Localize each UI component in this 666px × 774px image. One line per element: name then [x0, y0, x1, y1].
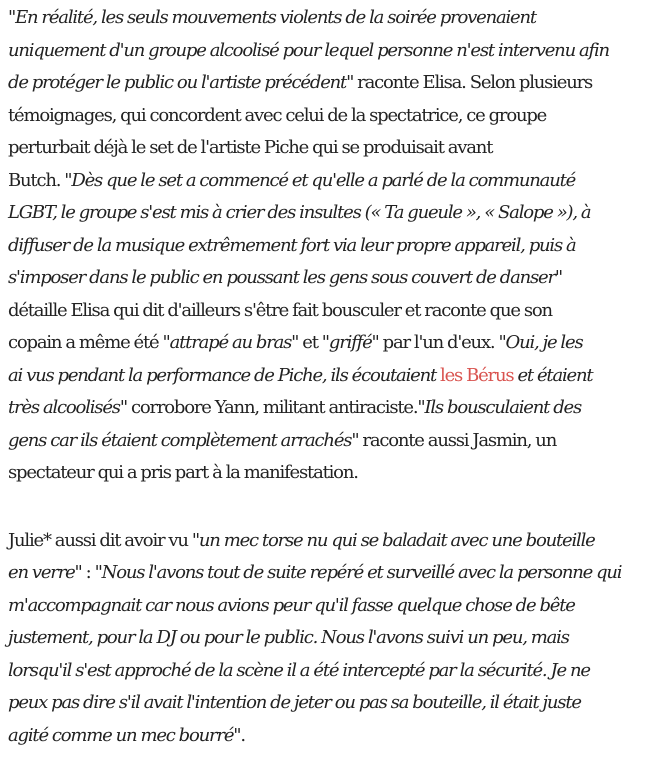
- body-text: corrobore Yann, militant antiraciste.: [126, 397, 418, 418]
- text-line: [8, 360, 660, 393]
- quote-text: gens car ils étaient complètement arrachés": [8, 429, 359, 451]
- quote-text: s'imposer dans le public en poussant les gens sous couvert de danser": [8, 267, 562, 288]
- text-line: [8, 67, 660, 100]
- body-text: perturbait déjà le set de l'artiste Piche qui se produisait avant: [8, 137, 493, 158]
- text-line: [8, 262, 660, 295]
- text-line: [8, 35, 660, 68]
- quote-text: peux pas dire s'il avait l'intention de jeter ou pas sa bouteille, il était juste: [8, 692, 581, 713]
- quote-text: de protéger le public ou l'artiste précédent": [8, 72, 354, 93]
- body-text: .: [240, 724, 245, 746]
- body-text: Butch.: [8, 169, 65, 191]
- text-line: [8, 197, 660, 230]
- quote-text: diffuser de la musique extrêmement fort via leur propre appareil, puis à: [8, 234, 576, 256]
- text-line: [8, 327, 660, 360]
- text-line: [8, 590, 660, 623]
- text-line: [8, 687, 660, 720]
- body-text: :: [81, 562, 95, 583]
- quote-text: "Dès que le set a commencé et qu'elle a parlé de la communauté: [64, 169, 576, 191]
- body-text: par l'un d'eux.: [378, 332, 499, 353]
- quote-text: ai vus pendant la performance de Piche, ils écoutaient: [8, 364, 441, 386]
- paragraph: [8, 2, 660, 490]
- paragraph: [8, 525, 660, 753]
- body-text: raconte aussi Jasmin, un: [358, 429, 557, 451]
- text-line: [8, 457, 660, 490]
- text-line: [8, 655, 660, 688]
- quote-text: très alcoolisés": [8, 397, 127, 418]
- quote-text: lorsqu'il s'est approché de la scène il a été intercepté par la sécurité. Je ne: [8, 659, 590, 681]
- text-line: [8, 720, 660, 753]
- quote-text: "un mec torse nu qui se baladait avec une bouteille: [191, 529, 595, 551]
- text-line: [8, 132, 660, 165]
- quote-text: "Ils bousculaient des: [417, 397, 582, 418]
- quote-text: "En réalité, les seuls mouvements violents de la soirée provenaient: [8, 7, 536, 28]
- text-line: [8, 165, 660, 198]
- body-text: témoignages, qui concordent avec celui de la spectatrice, ce groupe: [8, 104, 547, 126]
- quote-text: m'accompagnait car nous avions peur qu'il fasse quelque chose de bête: [8, 594, 575, 616]
- quote-text: "Oui, je les: [498, 332, 583, 353]
- text-line: [8, 425, 660, 458]
- body-text: et: [298, 332, 322, 353]
- text-line: [8, 392, 660, 425]
- text-line: [8, 100, 660, 133]
- quote-text: uniquement d'un groupe alcoolisé pour lequel personne n'est intervenu afin: [8, 39, 609, 61]
- quote-text: "attrapé au bras": [162, 332, 299, 353]
- body-text: spectateur qui a pris part à la manifestation.: [8, 462, 358, 483]
- quote-text: "Nous l'avons tout de suite repéré et surveillé avec la personne qui: [94, 562, 622, 583]
- body-text: copain a même été: [8, 332, 163, 353]
- text-line: [8, 295, 660, 328]
- quote-text: en verre": [8, 562, 82, 583]
- body-text: détaille Elisa qui dit d'ailleurs s'être fait bousculer et raconte que son: [8, 299, 552, 321]
- quote-text: justement, pour la DJ ou pour le public. Nous l'avons suivi un peu, mais: [8, 627, 569, 648]
- quote-text: LGBT, le groupe s'est mis à crier des insultes (« Ta gueule », « Salope »), à: [8, 202, 591, 223]
- text-line: [8, 557, 660, 590]
- text-line: [8, 622, 660, 655]
- quote-text: et étaient: [513, 364, 593, 386]
- body-text: raconte Elisa. Selon plusieurs: [353, 72, 593, 93]
- quote-text: agité comme un mec bourré": [8, 724, 241, 746]
- text-line: [8, 2, 660, 35]
- text-line: [8, 525, 660, 558]
- quote-text: "griffé": [321, 332, 379, 353]
- body-text: Julie* aussi dit avoir vu: [8, 529, 192, 551]
- text-line: [8, 230, 660, 263]
- article-link[interactable]: les Bérus: [440, 364, 514, 386]
